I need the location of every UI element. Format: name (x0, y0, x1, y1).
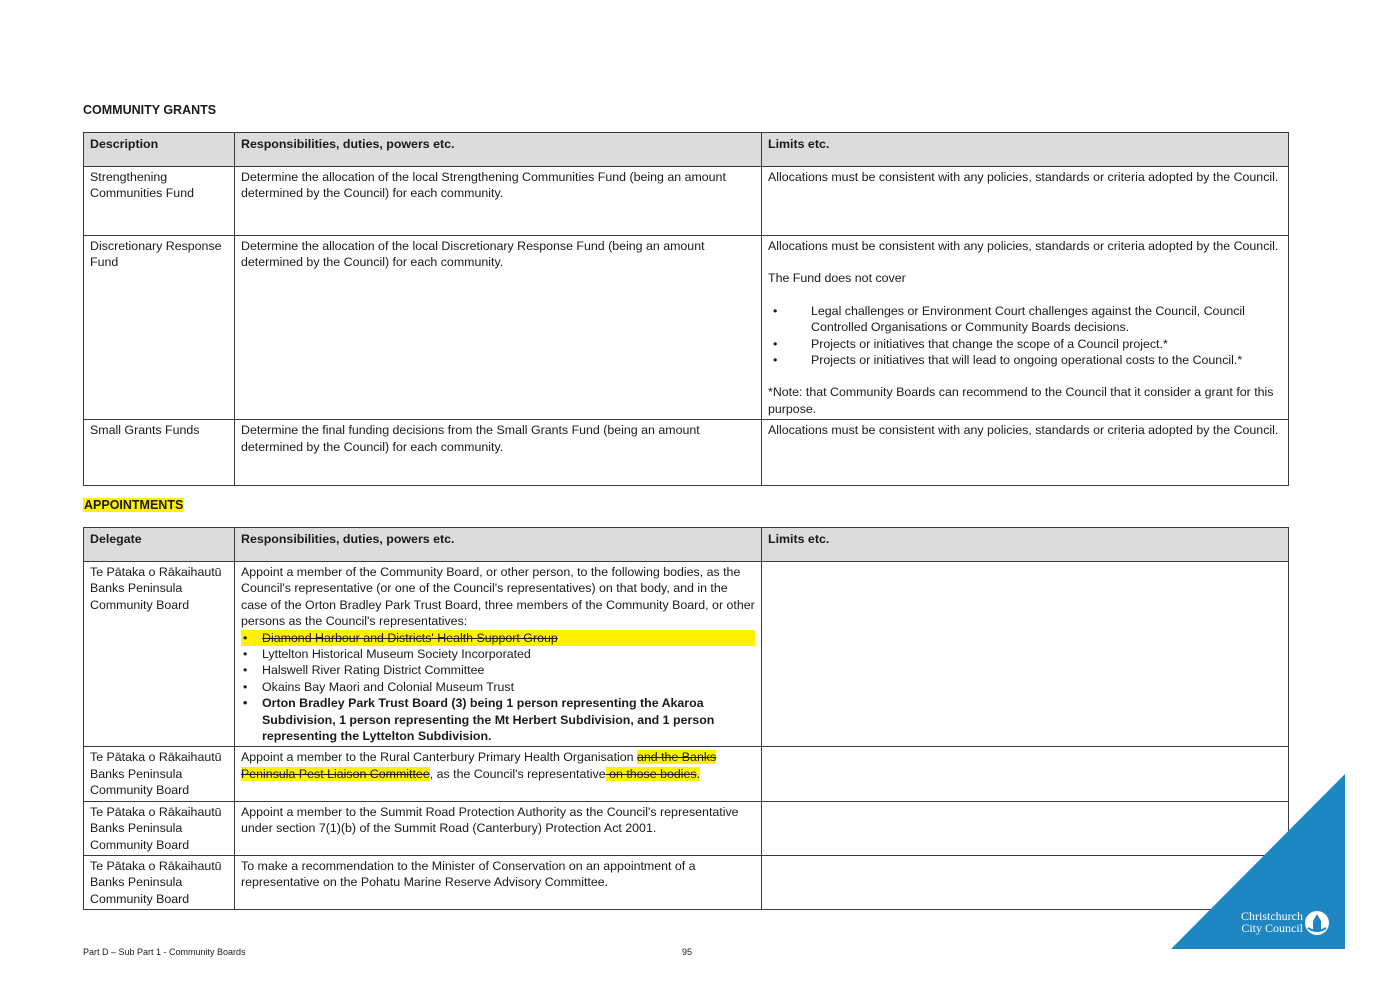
row-description: Strengthening Communities Fund (84, 167, 235, 236)
responsibility-text: , as the Council's representative (429, 766, 606, 781)
row-delegate: Te Pātaka o Rākaihautū Banks Peninsula Community Board (84, 747, 235, 801)
footer-section-label: Part D – Sub Part 1 - Community Boards (83, 947, 246, 957)
list-item: • Projects or initiatives that will lead to ongoing operational costs to the Council.* (768, 352, 1282, 368)
community-grants-heading: COMMUNITY GRANTS (83, 103, 217, 117)
list-item: • Lyttelton Historical Museum Society Incorporated (241, 646, 755, 662)
row-limits (762, 236, 1289, 420)
page-number: 95 (682, 947, 693, 957)
table-row (84, 801, 1289, 855)
list-item-bold: • Orton Bradley Park Trust Board (3) being 1 person representing the Akaroa Subdivision, 1 person representing the Mt Herbert Subdivision, and 1 person representing the Lyttelton Subdivision. (241, 695, 755, 744)
list-item: • Okains Bay Maori and Colonial Museum Trust (241, 679, 755, 695)
col-header-limits: Limits etc. (762, 133, 1289, 167)
table-row (84, 855, 1289, 909)
responsibility-text: Appoint a member of the Community Board, or other person, to the following bodies, as the Council's representative (or one of the Council's representatives) on that body, and in the case of the Orton Bradley Park Trust Board, three members of the Community Board, or other persons as the Council's representatives: (241, 565, 755, 629)
list-item-struck: • Diamond Harbour and Districts' Health Support Group (241, 630, 755, 646)
table-row (84, 236, 1289, 420)
row-responsibility: Appoint a member to the Summit Road Protection Authority as the Council's representative under section 7(1)(b) of the Summit Road (Canterbury) Protection Act 2001. (235, 801, 762, 855)
row-responsibility: Determine the final funding decisions from the Small Grants Fund (being an amount determined by the Council) for each community. (235, 420, 762, 486)
row-description: Small Grants Funds (84, 420, 235, 486)
col-header-responsibilities: Responsibilities, duties, powers etc. (235, 528, 762, 562)
col-header-limits: Limits etc. (762, 528, 1289, 562)
row-delegate: Te Pātaka o Rākaihautū Banks Peninsula Community Board (84, 855, 235, 909)
row-responsibility (235, 747, 762, 801)
limits-bullet-list (768, 303, 1282, 369)
row-limits: Allocations must be consistent with any policies, standards or criteria adopted by the Council. (762, 420, 1289, 486)
community-grants-table (83, 132, 1289, 486)
appointments-heading: APPOINTMENTS (84, 498, 184, 512)
table-row (84, 420, 1289, 486)
row-responsibility: Determine the allocation of the local Strengthening Communities Fund (being an amount determined by the Council) for each community. (235, 167, 762, 236)
list-item: • Projects or initiatives that change the scope of a Council project.* (768, 336, 1282, 352)
council-logo-text (1203, 910, 1303, 934)
col-header-responsibilities: Responsibilities, duties, powers etc. (235, 133, 762, 167)
list-item: • Legal challenges or Environment Court challenges against the Council, Council Controlled Organisations or Community Boards decisions. (768, 303, 1282, 336)
list-item: • Halswell River Rating District Committee (241, 662, 755, 678)
table-header-row (84, 528, 1289, 562)
bodies-bullet-list (241, 630, 755, 745)
row-responsibility: To make a recommendation to the Minister of Conservation on an appointment of a representative on the Pohatu Marine Reserve Advisory Committee. (235, 855, 762, 909)
table-row (84, 167, 1289, 236)
row-limits (762, 562, 1289, 747)
appointments-table (83, 527, 1289, 910)
struck-text: and the Banks Peninsula Pest Liaison Committee (241, 750, 717, 781)
responsibility-text: Appoint a member to the Rural Canterbury Primary Health Organisation (241, 750, 637, 765)
cathedral-icon (1304, 910, 1330, 936)
table-row (84, 562, 1289, 747)
struck-text: on those bodies (605, 766, 697, 781)
row-limits: Allocations must be consistent with any policies, standards or criteria adopted by the Council. (762, 167, 1289, 236)
limits-note: *Note: that Community Boards can recommend to the Council that it consider a grant for this purpose. (768, 385, 1274, 416)
limits-text: Allocations must be consistent with any policies, standards or criteria adopted by the Council. (768, 239, 1279, 253)
logo-line-2: City Council (1241, 921, 1303, 935)
row-delegate: Te Pātaka o Rākaihautū Banks Peninsula Community Board (84, 801, 235, 855)
limits-subheading: The Fund does not cover (768, 271, 906, 286)
row-delegate: Te Pātaka o Rākaihautū Banks Peninsula Community Board (84, 562, 235, 747)
row-responsibility: Determine the allocation of the local Discretionary Response Fund (being an amount determined by the Council) for each community. (235, 236, 762, 420)
table-header-row (84, 133, 1289, 167)
table-row (84, 747, 1289, 801)
col-header-delegate: Delegate (84, 528, 235, 562)
row-description: Discretionary Response Fund (84, 236, 235, 420)
responsibility-text: . (696, 766, 701, 781)
col-header-description: Description (84, 133, 235, 167)
logo-line-1: Christchurch (1241, 909, 1303, 923)
row-responsibility (235, 562, 762, 747)
